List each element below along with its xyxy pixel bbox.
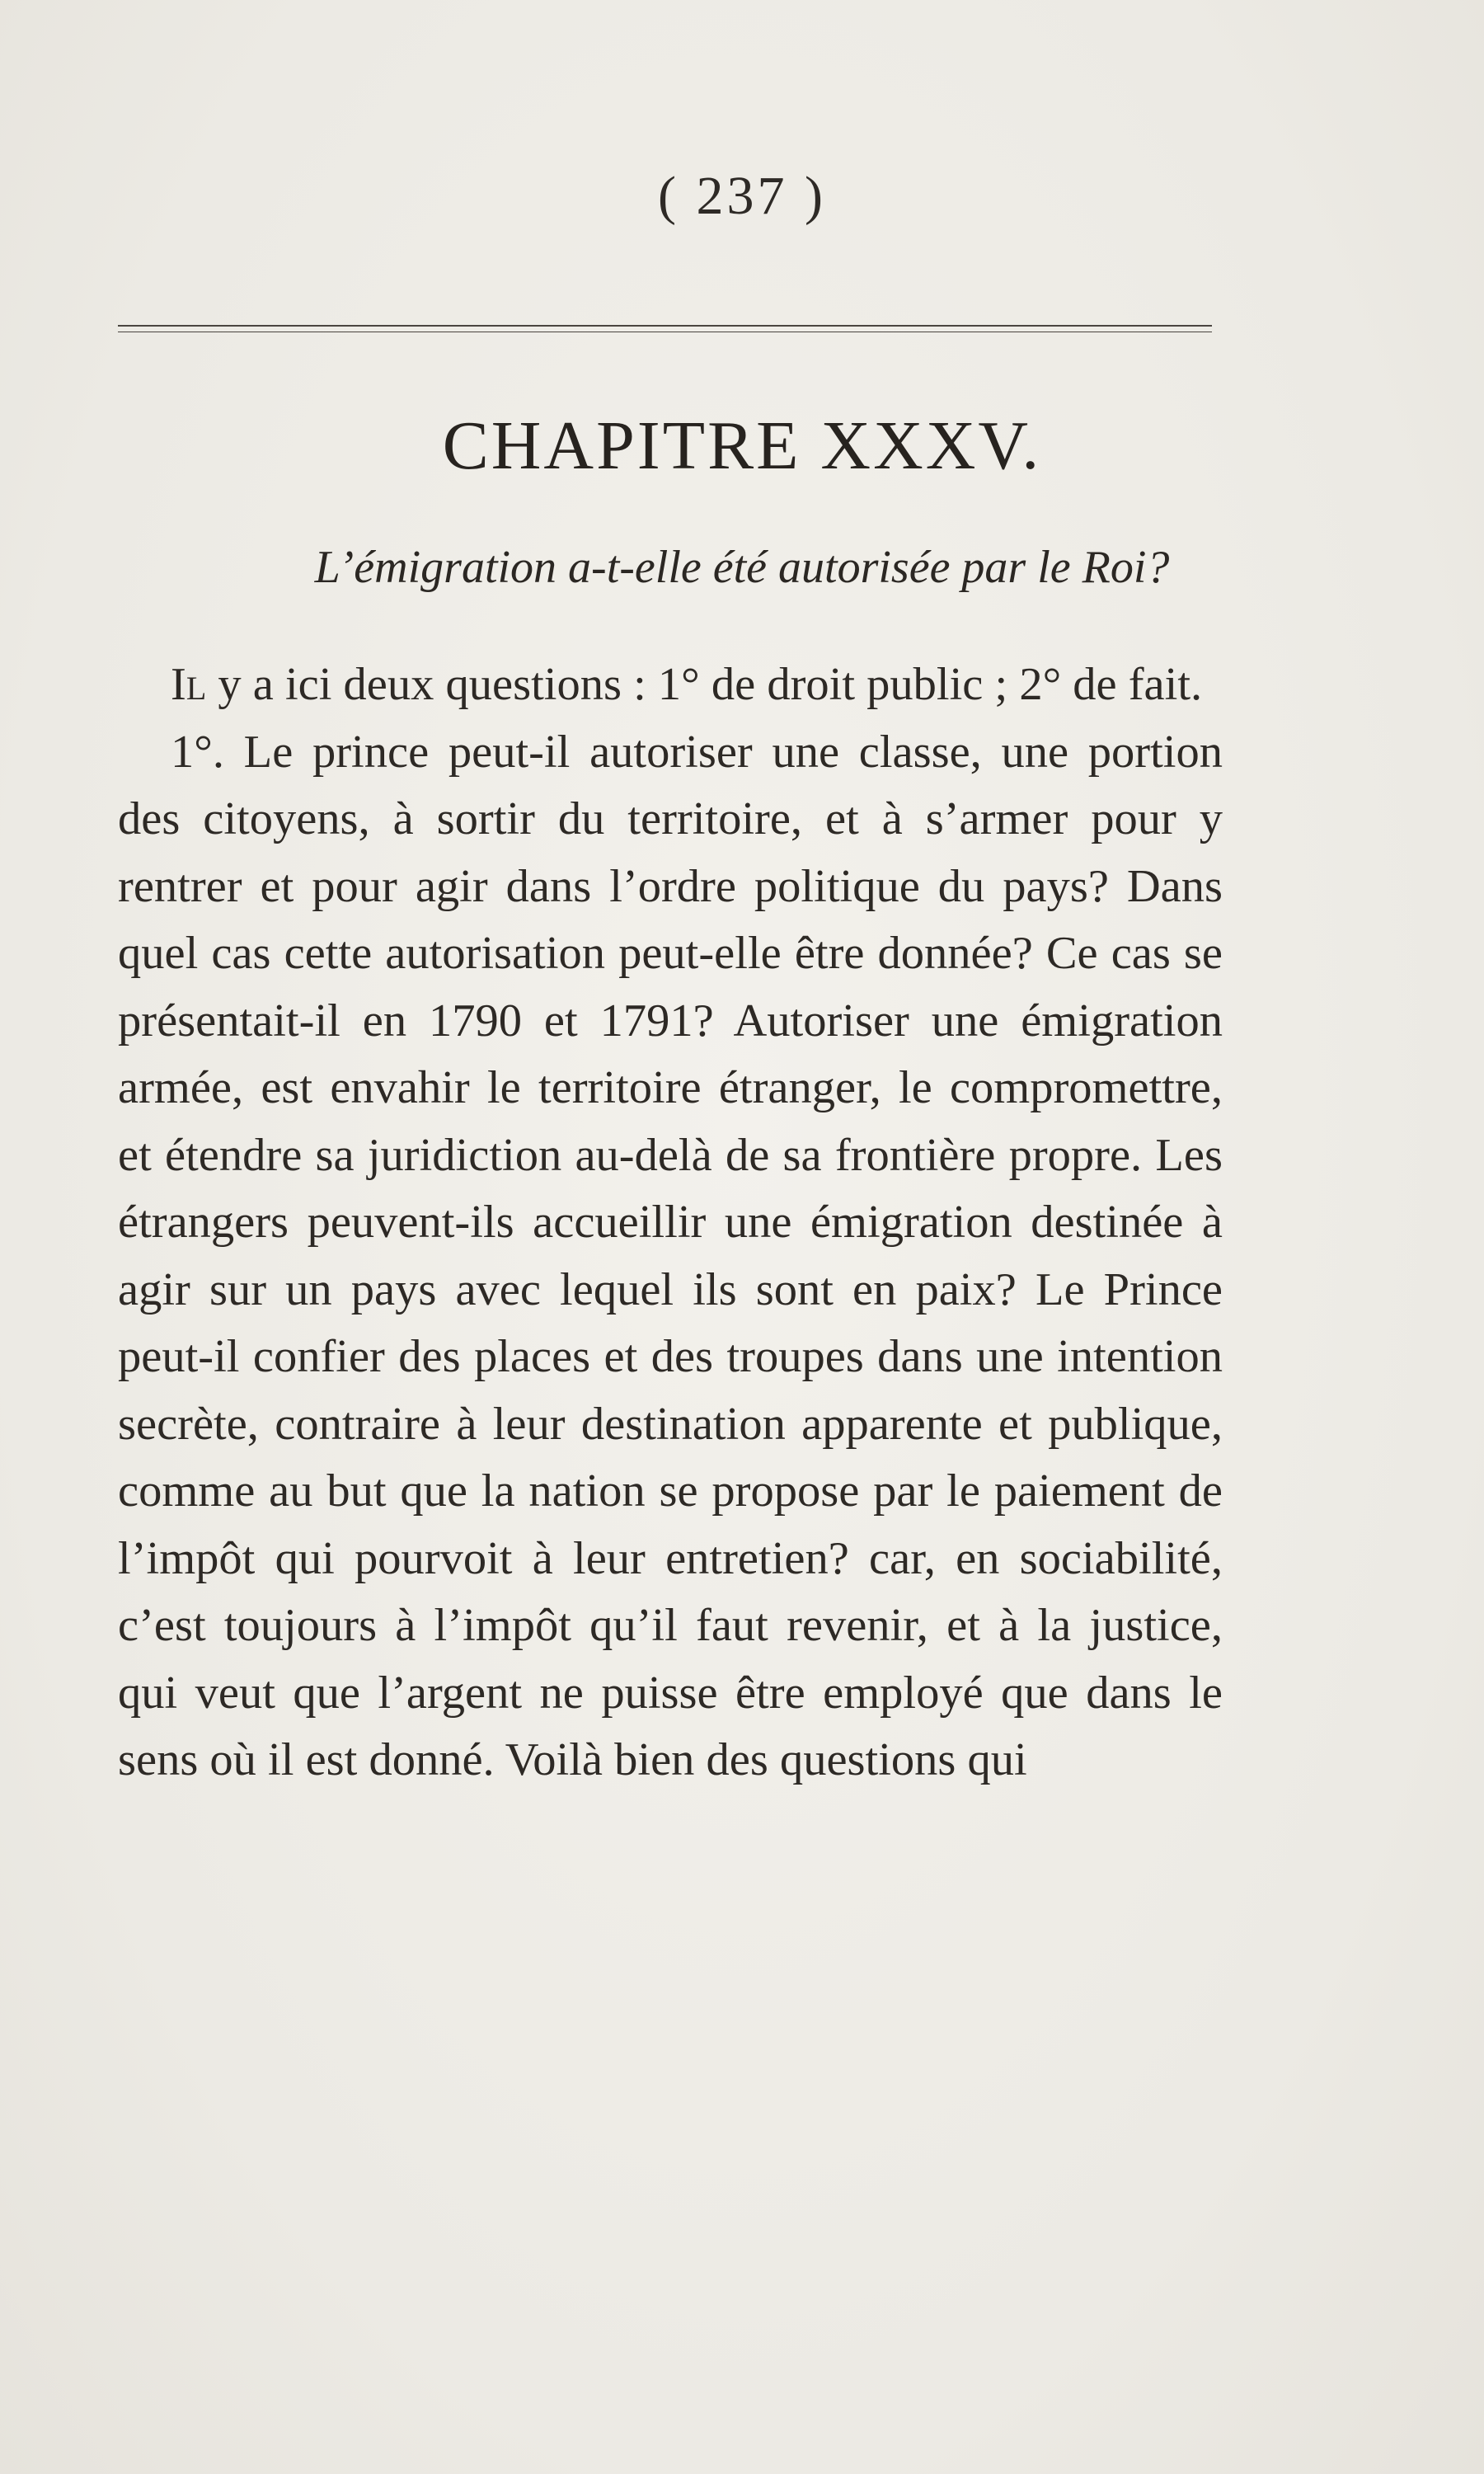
header-rule: [118, 325, 1212, 327]
paragraph-1: [118, 651, 1223, 719]
chapter-subtitle: L’émigration a-t-elle été autorisée par le Roi?: [314, 542, 1170, 593]
paragraph-lead: Il: [171, 659, 207, 710]
paragraph-text: y a ici deux questions : 1° de droit public ; 2° de fait.: [206, 659, 1203, 710]
body-text: [118, 651, 1223, 1794]
paragraph-text: 1°. Le prince peut-il autoriser une classe, une portion des citoyens, à sortir du territoire, et à s’armer pour y rentrer et pour agir dans l’ordre politique du pays? Dans quel cas cette autorisation peut-elle être donnée? Ce cas se présentait-il en 1790 et 1791? Autoriser une émigration armée, est envahir le territoire étranger, le compromettre, et étendre sa juridiction au-delà de sa frontière propre. Les étrangers peuvent-ils accueillir une émigration destinée à agir sur un pays avec lequel ils sont en paix? Le Prince peut-il confier des places et des troupes dans une intention secrète, contraire à leur destination apparente et publique, comme au but que la nation se propose par le paiement de l’impôt qui pourvoit à leur entretien? car, en sociabilité, c’est toujours à l’impôt qu’il faut revenir, et à la justice, qui veut que l’argent ne puisse être employé que dans le sens où il est donné. Voilà bien des questions qui: [118, 726, 1223, 1785]
paragraph-2: [118, 719, 1223, 1794]
page-number: ( 237 ): [658, 166, 826, 226]
chapter-title: CHAPITRE XXXV.: [442, 407, 1042, 484]
